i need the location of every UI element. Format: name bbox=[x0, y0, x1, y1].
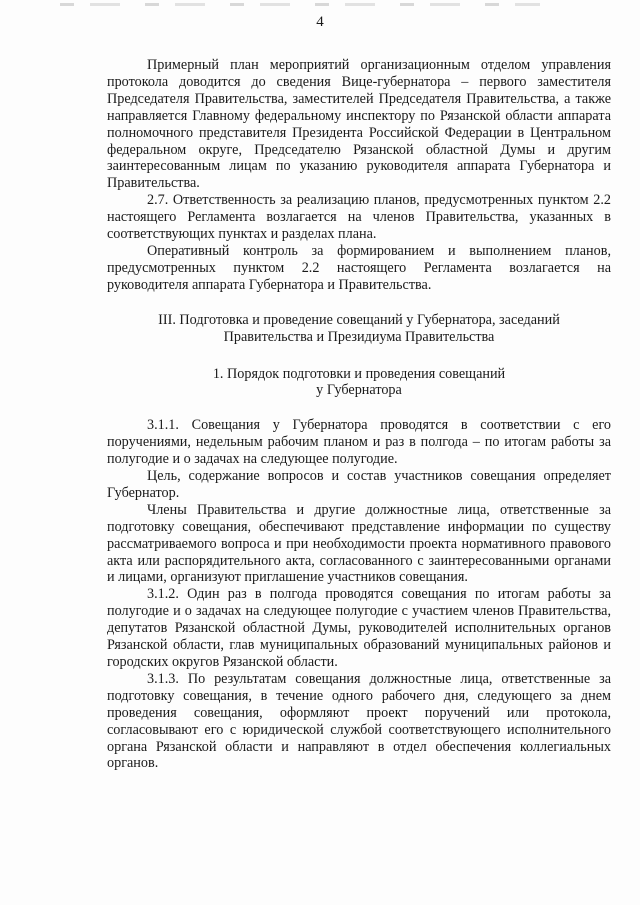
subsection-heading-line-1: 1. Порядок подготовки и проведения совещаний bbox=[212, 365, 506, 382]
paragraph-3-1-1: 3.1.1. Совещания у Губернатора проводятся в соответствии с его поручениями, недельным рабочим планом и раз в полгода – по итогам работы за полугодие и о задачах на следующее полугодие. bbox=[107, 417, 611, 468]
scan-edge-artifact bbox=[60, 3, 540, 6]
subsection-heading bbox=[107, 366, 611, 400]
section-heading-line-1: III. Подготовка и проведение совещаний у Губернатора, заседаний bbox=[158, 311, 560, 328]
paragraph-3-1-3: 3.1.3. По результатам совещания должностные лица, ответственные за подготовку совещания, в течение одного рабочего дня, следующего за днем проведения совещания, оформляют проект поручений или протокола, согласовывают его с юридической службой соответствующего исполнительного органа Рязанской области и направляют в отдел обеспечения коллегиальных органов. bbox=[107, 670, 611, 772]
paragraph-2-7: 2.7. Ответственность за реализацию планов, предусмотренных пунктом 2.2 настоящего Регламента возлагается на членов Правительства, указанных в соответствующих пунктах и разделах плана. bbox=[107, 192, 611, 243]
paragraph-goal: Цель, содержание вопросов и состав участников совещания определяет Губернатор. bbox=[107, 468, 611, 501]
paragraph-operational-control: Оперативный контроль за формированием и выполнением планов, предусмотренных пунктом 2.2 настоящего Регламента возлагается на руководителя аппарата Губернатора и Правительства. bbox=[107, 242, 611, 293]
page-number: 4 bbox=[316, 14, 324, 30]
section-heading bbox=[107, 312, 611, 346]
subsection-heading-line-2: у Губернатора bbox=[316, 382, 402, 399]
paragraph-members: Члены Правительства и другие должностные лица, ответственные за подготовку совещания, обеспечивают представление информации по существу рассматриваемого вопроса и при необходимости проекта нормативного правового акта или распорядительного акта, согласованного с заинтересованными органами и лицами, организуют приглашение участников совещания. bbox=[107, 501, 611, 586]
document-body bbox=[107, 57, 611, 772]
paragraph-plan-distribution: Примерный план мероприятий организационным отделом управления протокола доводится до сведения Вице-губернатора – первого заместителя Председателя Правительства, заместителей Председателя Правительства, а также направляется Главному федеральному инспектору по Рязанской области аппарата полномочного представителя Президента Российской Федерации в Центральном федеральном округе, Председателю Рязанской областной Думы и другим заинтересованным лицам по указанию руководителя аппарата Губернатора и Правительства. bbox=[107, 57, 611, 192]
paragraph-3-1-2: 3.1.2. Один раз в полгода проводятся совещания по итогам работы за полугодие и о задачах на следующее полугодие с участием членов Правительства, депутатов Рязанской областной Думы, руководителей исполнительных органов Рязанской области, глав муниципальных образований муниципальных районов и городских округов Рязанской области. bbox=[107, 586, 611, 670]
section-heading-line-2: Правительства и Президиума Правительства bbox=[223, 328, 495, 345]
